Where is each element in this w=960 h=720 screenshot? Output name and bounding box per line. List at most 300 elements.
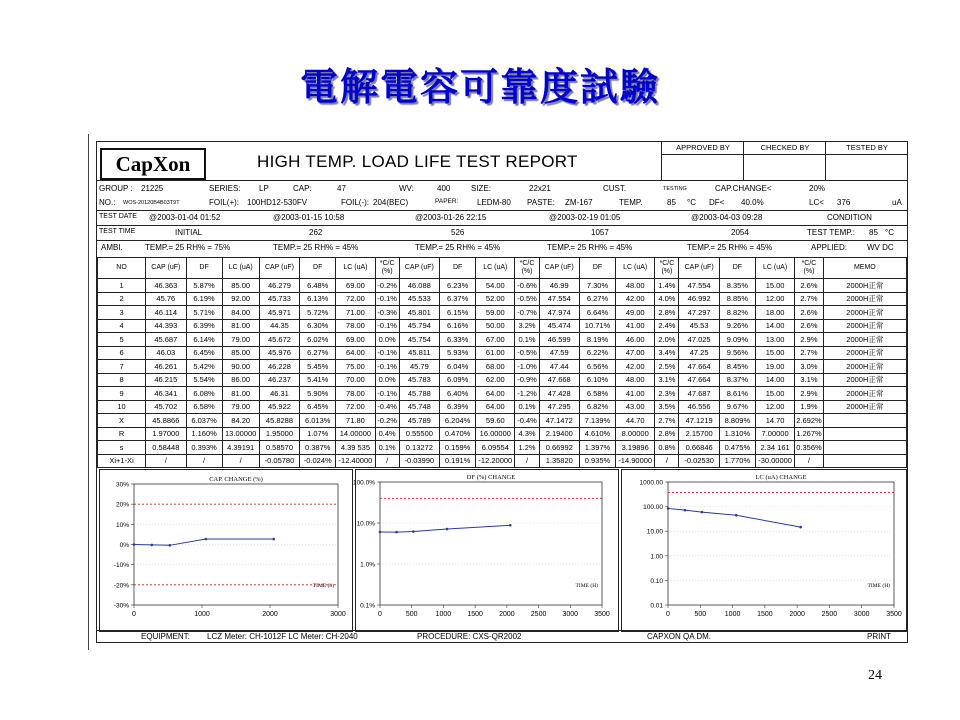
cap-value: 47 <box>337 184 346 193</box>
table-cell: 8.61% <box>719 387 755 401</box>
data-point <box>799 526 802 529</box>
column-header: CAP (uF) <box>539 258 579 279</box>
table-row <box>98 279 907 293</box>
capxon-logo: CapXon <box>100 148 206 180</box>
stats-row <box>98 454 907 468</box>
row-divider <box>97 210 907 211</box>
slide-rule <box>88 134 89 650</box>
temp-label: TEMP. <box>619 198 643 207</box>
table-cell: 1.160% <box>186 427 222 441</box>
wv-value: 400 <box>437 184 451 193</box>
table-cell: 42.00 <box>616 360 655 374</box>
data-point <box>272 538 275 541</box>
table-cell: 1.2% <box>515 441 539 455</box>
table-cell: 92.00 <box>222 292 259 306</box>
table-row <box>98 306 907 320</box>
table-cell: 6.08% <box>186 387 222 401</box>
x-axis-label: TIME (H) <box>575 583 598 589</box>
table-cell: 0.1% <box>515 333 539 347</box>
stats-row <box>98 427 907 441</box>
table-cell: 2.7% <box>795 292 823 306</box>
column-header: LC (uA) <box>616 258 655 279</box>
table-cell: 16.00000 <box>476 427 515 441</box>
table-cell: 0.58448 <box>146 441 186 455</box>
table-cell: 47.428 <box>539 387 579 401</box>
x-tick-label: 3000 <box>330 611 346 618</box>
chart-title: LC (uA) CHANGE <box>755 474 807 481</box>
info-row-testtime <box>97 227 907 239</box>
table-cell: 2.34 161 <box>755 441 794 455</box>
x-tick-label: 3500 <box>594 611 610 618</box>
table-cell: 79.00 <box>222 400 259 414</box>
table-cell: 2.5% <box>655 360 679 374</box>
table-cell: 3.5% <box>655 400 679 414</box>
table-cell: -1.0% <box>515 360 539 374</box>
table-cell: 84.00 <box>222 306 259 320</box>
table-cell: 7 <box>98 360 146 374</box>
table-cell: 9.67% <box>719 400 755 414</box>
table-cell: 45.79 <box>399 360 439 374</box>
table-cell: / <box>795 454 823 468</box>
table-cell: 46.114 <box>146 306 186 320</box>
df-change-plot <box>352 470 618 631</box>
table-cell: 41.00 <box>616 319 655 333</box>
table-cell: 2000H正常 <box>823 306 906 320</box>
table-cell: 6.04% <box>440 360 476 374</box>
row-divider <box>97 225 907 226</box>
tested-by-label: TESTED BY <box>826 142 908 155</box>
table-cell: 15.00 <box>755 387 794 401</box>
table-cell: 45.788 <box>399 387 439 401</box>
table-cell: 44.393 <box>146 319 186 333</box>
table-cell: 48.00 <box>616 373 655 387</box>
ambient-2054: TEMP.= 25 RH% = 45% <box>687 243 773 252</box>
data-point <box>684 509 687 512</box>
table-cell: 3.1% <box>655 373 679 387</box>
table-cell: 72.00 <box>336 292 375 306</box>
x-tick-label: 1000 <box>194 611 210 618</box>
table-cell: 45.811 <box>399 346 439 360</box>
column-header: MEMO <box>823 258 906 279</box>
table-cell: 2.4% <box>655 319 679 333</box>
table-cell: 0.66992 <box>539 441 579 455</box>
report-footer <box>97 630 907 643</box>
table-cell: 6 <box>98 346 146 360</box>
ambient-initial: TEMP.= 25 RH% = 75% <box>145 243 231 252</box>
table-cell: / <box>186 454 222 468</box>
table-cell: 50.00 <box>476 319 515 333</box>
table-cell: 3 <box>98 306 146 320</box>
table-cell: 47.00 <box>616 346 655 360</box>
table-cell: 5.54% <box>186 373 222 387</box>
table-cell: 46.341 <box>146 387 186 401</box>
table-cell: 4.0% <box>655 292 679 306</box>
table-cell: 0.1% <box>375 441 399 455</box>
table-cell: 1.07% <box>300 427 336 441</box>
testing-label: TESTING <box>663 186 687 192</box>
table-cell: 71.00 <box>336 306 375 320</box>
table-cell: 6.56% <box>579 360 615 374</box>
table-cell: 6.09554 <box>476 441 515 455</box>
table-cell: 6.10% <box>579 373 615 387</box>
table-cell: -0.5% <box>515 292 539 306</box>
table-cell: 3.0% <box>795 360 823 374</box>
table-cell: 0.470% <box>440 427 476 441</box>
slide-title: 電解電容可靠度試驗 <box>299 64 660 109</box>
table-cell: 2.19400 <box>539 427 579 441</box>
table-cell: 47.554 <box>679 279 719 293</box>
series-label: SERIES: <box>209 184 241 193</box>
size-label: SIZE: <box>471 184 492 193</box>
table-cell: 62.00 <box>476 373 515 387</box>
table-cell: 71.80 <box>336 414 375 428</box>
table-cell: 46.99 <box>539 279 579 293</box>
table-cell: 9.26% <box>719 319 755 333</box>
table-cell: -0.1% <box>375 292 399 306</box>
testtemp-unit: °C <box>885 228 894 237</box>
table-cell: 6.16% <box>440 319 476 333</box>
table-cell: 6.204% <box>440 414 476 428</box>
no-value: WOS-20120B4B03T9T <box>123 200 180 206</box>
table-cell: 6.39% <box>186 319 222 333</box>
table-cell: 4.39 535 <box>336 441 375 455</box>
table-cell: 90.00 <box>222 360 259 374</box>
x-tick-label: 1500 <box>467 611 483 618</box>
table-cell: 15.00 <box>755 346 794 360</box>
table-cell: 81.00 <box>222 387 259 401</box>
table-cell: 2000H正常 <box>823 333 906 347</box>
ambient-1057: TEMP.= 25 RH% = 45% <box>547 243 633 252</box>
table-cell: 2.8% <box>655 306 679 320</box>
table-cell: 1.9% <box>795 400 823 414</box>
ambient-262: TEMP.= 25 RH% = 45% <box>273 243 359 252</box>
print-label: PRINT <box>867 632 891 641</box>
tested-by-box <box>825 142 908 180</box>
column-header: CAP (uF) <box>679 258 719 279</box>
table-cell: 2.0% <box>655 333 679 347</box>
column-header: LC (uA) <box>476 258 515 279</box>
table-cell: 2 <box>98 292 146 306</box>
table-cell: 54.00 <box>476 279 515 293</box>
df-value: 40.0% <box>741 198 764 207</box>
table-cell: 8.00000 <box>616 427 655 441</box>
table-cell: 59.60 <box>476 414 515 428</box>
table-cell: 5.41% <box>300 373 336 387</box>
table-cell: 2.6% <box>795 319 823 333</box>
table-row <box>98 400 907 414</box>
table-cell: 47.295 <box>539 400 579 414</box>
x-tick-label: 2000 <box>789 611 805 618</box>
table-row <box>98 292 907 306</box>
table-cell: 6.48% <box>300 279 336 293</box>
plot-frame <box>380 482 602 605</box>
column-header: CAP (uF) <box>146 258 186 279</box>
table-cell: 2000H正常 <box>823 373 906 387</box>
table-cell: 79.00 <box>222 333 259 347</box>
table-cell: 45.533 <box>399 292 439 306</box>
table-cell: 45.976 <box>259 346 299 360</box>
capchange-label: CAP.CHANGE< <box>715 184 772 193</box>
df-label: DF< <box>709 198 725 207</box>
column-header: CAP (uF) <box>399 258 439 279</box>
table-cell: 75.00 <box>336 360 375 374</box>
table-cell: 45.702 <box>146 400 186 414</box>
table-cell: 14.00000 <box>336 427 375 441</box>
table-cell: 67.00 <box>476 333 515 347</box>
table-cell: 69.00 <box>336 279 375 293</box>
table-cell: 6.82% <box>579 400 615 414</box>
table-cell: -0.4% <box>515 414 539 428</box>
table-cell: 2000H正常 <box>823 319 906 333</box>
table-cell: 5.71% <box>186 306 222 320</box>
table-cell: -0.1% <box>375 319 399 333</box>
table-cell: 46.00 <box>616 333 655 347</box>
table-cell: 47.664 <box>679 373 719 387</box>
info-row-group <box>97 183 907 195</box>
table-cell: 2.15700 <box>679 427 719 441</box>
y-tick-label: -20% <box>113 582 129 590</box>
table-cell: 10 <box>98 400 146 414</box>
column-header: LC (uA) <box>755 258 794 279</box>
table-cell: 6.14% <box>186 333 222 347</box>
table-cell: 47.297 <box>679 306 719 320</box>
table-cell: 7.139% <box>579 414 615 428</box>
x-tick-label: 2000 <box>499 611 515 618</box>
testtemp-label: TEST TEMP.: <box>807 228 856 237</box>
table-cell: -14.90000 <box>616 454 655 468</box>
table-cell: 9 <box>98 387 146 401</box>
time-526: 526 <box>451 228 465 237</box>
table-cell: 41.00 <box>616 387 655 401</box>
time-1057: 1057 <box>591 228 609 237</box>
table-cell: 47.687 <box>679 387 719 401</box>
table-cell: 78.00 <box>336 387 375 401</box>
table-cell: 2.6% <box>795 306 823 320</box>
table-cell: 1.267% <box>795 427 823 441</box>
series-line <box>380 525 510 532</box>
table-cell: 2.9% <box>795 333 823 347</box>
table-cell: Xi+1-Xi <box>98 454 146 468</box>
table-cell: 45.474 <box>539 319 579 333</box>
table-cell: 6.58% <box>186 400 222 414</box>
series-line <box>668 508 801 527</box>
x-tick-label: 1000 <box>724 611 741 618</box>
table-cell: 7.00000 <box>755 427 794 441</box>
table-cell: -0.2% <box>375 414 399 428</box>
table-cell: 45.789 <box>399 414 439 428</box>
table-cell: -1.2% <box>515 387 539 401</box>
table-cell: 45.783 <box>399 373 439 387</box>
date-1057: @2003-02-19 01:05 <box>549 213 621 222</box>
y-tick-label: 1.00 <box>650 553 663 561</box>
table-cell: / <box>655 454 679 468</box>
x-tick-label: 2500 <box>530 611 547 618</box>
y-tick-label: 30% <box>115 481 129 489</box>
x-tick-label: 0 <box>666 611 670 618</box>
x-tick-label: 500 <box>694 611 707 618</box>
procedure: PROCEDURE: CXS-QR2002 <box>417 632 522 641</box>
table-cell: 0.1% <box>515 400 539 414</box>
table-cell: -0.4% <box>375 400 399 414</box>
table-cell: 4.3% <box>515 427 539 441</box>
capchange-value: 20% <box>809 184 826 193</box>
table-cell: 13.00000 <box>222 427 259 441</box>
table-cell: 0.0% <box>375 373 399 387</box>
table-cell: 0.191% <box>440 454 476 468</box>
cap-label: CAP: <box>293 184 312 193</box>
table-cell: 6.27% <box>300 346 336 360</box>
info-row-testdate <box>97 212 907 224</box>
data-point <box>205 538 208 541</box>
table-cell <box>823 441 906 455</box>
table-cell: 2.3% <box>655 387 679 401</box>
table-cell: 5.42% <box>186 360 222 374</box>
table-cell: 61.00 <box>476 346 515 360</box>
table-cell: 1.310% <box>719 427 755 441</box>
x-tick-label: 500 <box>405 611 418 618</box>
approved-by-label: APPROVED BY <box>662 142 744 155</box>
table-cell: 4 <box>98 319 146 333</box>
date-262: @2003-01-15 10:58 <box>273 213 345 222</box>
table-cell <box>823 427 906 441</box>
table-cell: 6.45% <box>186 346 222 360</box>
table-cell: -30.00000 <box>755 454 794 468</box>
table-cell: 47.44 <box>539 360 579 374</box>
data-point <box>509 524 512 527</box>
chart-title: CAP. CHANGE (%) <box>209 476 263 483</box>
table-row <box>98 319 907 333</box>
table-cell: -0.03990 <box>399 454 439 468</box>
y-tick-label: 100.0% <box>352 479 375 487</box>
table-cell: 46.992 <box>679 292 719 306</box>
table-cell: 45.971 <box>259 306 299 320</box>
table-cell: 52.00 <box>476 292 515 306</box>
table-cell: 0.0% <box>375 333 399 347</box>
paste-value: ZM-167 <box>565 198 593 207</box>
checked-by-label: CHECKED BY <box>744 142 826 155</box>
table-cell: 46.279 <box>259 279 299 293</box>
table-cell: s <box>98 441 146 455</box>
table-cell: -0.3% <box>375 306 399 320</box>
y-tick-label: 20% <box>115 501 129 509</box>
foilp-label: FOIL(+): <box>209 198 240 207</box>
group-label: GROUP : <box>99 184 133 193</box>
cap-change-plot <box>100 470 352 631</box>
table-row <box>98 360 907 374</box>
table-row <box>98 373 907 387</box>
table-cell: 5.45% <box>300 360 336 374</box>
data-point <box>168 544 171 547</box>
table-cell: 6.58% <box>579 387 615 401</box>
table-cell: 45.687 <box>146 333 186 347</box>
table-cell: 47.59 <box>539 346 579 360</box>
table-cell: 3.4% <box>655 346 679 360</box>
table-cell: 8.19% <box>579 333 615 347</box>
table-cell: 48.00 <box>616 279 655 293</box>
table-cell: 0.356% <box>795 441 823 455</box>
y-tick-label: 0.1% <box>360 602 375 610</box>
temp-unit: °C <box>687 198 696 207</box>
checked-by-box <box>743 142 826 180</box>
column-header: DF <box>719 258 755 279</box>
table-cell: 47.025 <box>679 333 719 347</box>
table-cell: 6.13% <box>300 292 336 306</box>
table-cell: 84.20 <box>222 414 259 428</box>
table-cell: 2000H正常 <box>823 346 906 360</box>
table-cell: 46.03 <box>146 346 186 360</box>
applied-label: APPLIED: <box>811 243 848 252</box>
data-point <box>446 528 449 531</box>
x-tick-label: 3000 <box>853 611 870 618</box>
table-cell: 85.00 <box>222 279 259 293</box>
y-tick-label: 1000.00 <box>639 479 663 487</box>
foiln-value: 204(BEC) <box>373 198 409 207</box>
table-cell: 14.70 <box>755 414 794 428</box>
table-row <box>98 346 907 360</box>
column-header: *C/C (%) <box>655 258 679 279</box>
data-point <box>667 507 670 510</box>
table-cell: 0.4% <box>375 427 399 441</box>
table-cell: 8.809% <box>719 414 755 428</box>
table-cell: 6.40% <box>440 387 476 401</box>
x-tick-label: 3000 <box>562 611 579 618</box>
table-cell: 6.64% <box>579 306 615 320</box>
table-cell: 81.00 <box>222 319 259 333</box>
table-cell: 14.00 <box>755 319 794 333</box>
table-cell: -0.1% <box>375 387 399 401</box>
info-row-no <box>97 197 907 209</box>
table-cell: 12.00 <box>755 400 794 414</box>
table-cell: / <box>515 454 539 468</box>
column-header: DF <box>186 258 222 279</box>
ambient-526: TEMP.= 25 RH% = 45% <box>415 243 501 252</box>
table-cell: 5.93% <box>440 346 476 360</box>
y-tick-label: -30% <box>113 602 129 610</box>
table-cell: 45.76 <box>146 292 186 306</box>
x-tick-label: 2500 <box>821 611 838 618</box>
y-tick-label: 0.01 <box>650 602 663 610</box>
table-cell: 45.672 <box>259 333 299 347</box>
table-cell: 6.39% <box>440 400 476 414</box>
data-point <box>735 514 738 517</box>
report-title: HIGH TEMP. LOAD LIFE TEST REPORT <box>257 152 578 171</box>
table-cell: 6.27% <box>579 292 615 306</box>
table-cell: -0.05780 <box>259 454 299 468</box>
table-cell: 8.45% <box>719 360 755 374</box>
data-point <box>412 530 415 533</box>
table-cell: 45.801 <box>399 306 439 320</box>
table-cell: 6.013% <box>300 414 336 428</box>
x-tick-label: 3500 <box>886 611 902 618</box>
table-cell: 44.35 <box>259 319 299 333</box>
table-cell: 45.922 <box>259 400 299 414</box>
table-cell: 0.66846 <box>679 441 719 455</box>
table-cell: 0.393% <box>186 441 222 455</box>
table-cell: 0.159% <box>440 441 476 455</box>
table-cell: 70.00 <box>336 373 375 387</box>
y-tick-label: 10.00 <box>646 528 663 536</box>
column-header: *C/C (%) <box>375 258 399 279</box>
table-cell: 0.387% <box>300 441 336 455</box>
table-cell: 1.770% <box>719 454 755 468</box>
table-cell: -0.6% <box>515 279 539 293</box>
table-cell: 6.30% <box>300 319 336 333</box>
table-cell: 6.37% <box>440 292 476 306</box>
x-axis-label: TIME (H) <box>867 583 890 589</box>
table-cell: 46.088 <box>399 279 439 293</box>
lc-change-plot <box>622 470 906 631</box>
table-cell: 72.00 <box>336 400 375 414</box>
